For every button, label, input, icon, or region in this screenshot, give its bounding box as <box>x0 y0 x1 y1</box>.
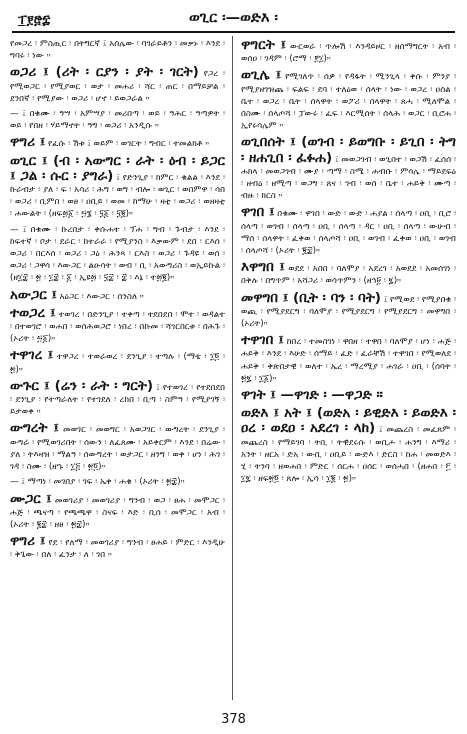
page-number: 378 <box>221 712 246 727</box>
entry-headword: ዋግሪ ፤ <box>10 134 46 151</box>
entry-headword: አውጋር ፤ <box>10 286 57 303</box>
entry-definition: — ፤ በቁሙ ፡ ኩረበታ ፡ ቀሱሐተ ፡ ፕሐ ፡ ግብ ፡ ጉብታ ፡ እንደ ፡ ከፍተኛ ፡ ቦታ ፡ ደራር ፡ ከተራራ ፡ የሚያንስ ፡ እቃውም ፡ ደበ ፡ ርእሰ ፡ ወጋሪ ፡ በርእሰ ፡ ወጋሪ ፡ ጋዕ ፡ ሕንጻ ፡ ርእስ ፡ ወጋሪ ፡ ጉዳዩ ፡ ወሰ ፡ ወጋሪ ፡ ጋዋሳ ፡ እውጋር ፡ ልዑሳት ፡ ወብ ፡ ቢ ፡ አውግሪስ ፡ ወኢይኩል ፡ (ዘ፲፰ ፡ ፳ ፡ ፲፰ ፡ ፩ ፡ ኢዩ፴ ፡ ፶፰ ፡ ፰ ፡ እኔ ፡ ተ፴፪)። <box>10 224 225 284</box>
dictionary-entry <box>10 348 225 375</box>
entry-headword: ዋግርት ፤ <box>241 38 287 53</box>
entry-headword: ወድእ ፤ አት ፤ (ወድአ ፡ ይዊድእ ፡ ይወድእ ፡ ዐረ ፡ ወደዐ ፡ አደረገ ፡ ላከ) <box>241 405 456 437</box>
entry-definition: የደ ፡ የለማ ፡ መወገሪያ ፡ ግንብ ፡ ፀሐይ ፡ ምድር ፡ እንዲሁ ፡ ቅጌው ፡ በለ ፡ ፈንታ ፡ ለ ፡ ገበ ። <box>10 538 225 561</box>
dictionary-entry <box>10 38 225 62</box>
entry-definition: ከበረ ፡ ተመስገነ ፡ ዋበዘ ፡ ተዋበ ፡ ባለሞያ ፡ ሆነ ፡ ሐጅ ፡ ሐይቅ ፡ እንደ ፡ እሁድ ፡ ሰማይ ፡ ፈድ ፡ ፈራቸሽ ፡ ተዋገበ ፡ የሚወለደ ፡ ሐይቅ ፡ ቅጽበታዊ ፡ ወለተ ፡ ኤረ ፡ ማረሚያ ፡ ሐገራ ፡ ዐቢ ፡ (ሰባት ፡ ፳፯ ፡ ፲፩)። <box>241 337 456 384</box>
dictionary-entry <box>241 388 456 403</box>
entry-headword: ወጋሪ ፤ (ሪት ፡ ርያን ፡ ያት ፡ ገርት) <box>10 64 199 81</box>
dictionary-entry <box>10 65 225 105</box>
dictionary-entry <box>241 406 456 485</box>
entry-headword: መዋግበ ፤ (ቢት ፡ ባን ፡ ባት) <box>241 289 381 306</box>
column-divider <box>232 36 233 700</box>
dictionary-entry <box>241 205 456 257</box>
entry-headword: ዋገት ፤ —ዋገድ ፡ —ዋጋድ ። <box>241 387 383 404</box>
entry-definition: ፤ መጨረስ ፡ መፈጸም ፡ መጨረስ ፡ የማይገባ ፡ ትቢ ፡ ትዊደሩሱ ፡ ወቢሖ ፡ ሐንግ ፡ እማሪ ፡ አንት ፡ ዘርአ ፡ ድአ ፡ ውቢ ፡ ዐቢይ ፡ ውድእ ፡ ድርስ ፡ ከሐ ፡ መወድእ ፡ ሂ ፡ ትንባ ፡ ዘወሐበ ፡ ምድር ፡ ሰርሐ ፡ ዐሰር ፡ ወሰሓበ ፡ (ዘሐበ ፡ ፫ ፡ ፲፯ ፡ ዘፍ፳፬ ፡ ጸሎ ፡ ኢሳ ፡ ፲፪ ፡ ፳)። <box>241 425 456 485</box>
entry-headword: ዋግሪ ፤ <box>10 533 46 550</box>
dictionary-entry <box>241 291 456 331</box>
entry-definition: — ፤ ማጣነ ፡ መገበያ ፡ ገፍ ፡ ኤቀ ፡ ሐቁ ፡ (ኦሪት ፡ ፳፰)። <box>10 477 185 488</box>
dictionary-entry <box>241 260 456 287</box>
entry-definition: የፈሱ ፡ ሽቱ ፤ ወይም ፡ ወገርት ፡ ግብር ፡ ተመልክቶ ። <box>47 139 210 150</box>
entry-definition: ፤ የተወገረ ፡ የተደበደበ ፡ ደንጊያ ፡ የተጣራለት ፡ የተገደለ ፡ ረከበ ፡ ቢጣ ፡ ስምዓ ፡ የሚያገኝ ፡ ይታወቀ ። <box>10 382 225 418</box>
dictionary-entry <box>241 135 456 202</box>
running-head-page-ethiopic: ፐ፻፸፰ <box>18 12 51 27</box>
entry-definition: መወገሪያ ፡ መወገሪያ ፡ ግንብ ፡ ወጋ ፡ ፀሐ ፡ መሞጋር ፡ ሐጅ ፡ ጫናጣ ፡ የጫጫዋ ፡ ስናፍ ፡ እድ ፡ ቢሰ ፡ መሞጋር ፡ አብ ፡ (ኦሪት ፡ ፪፰ ፡ ዘፀ ፡ ፳፰)። <box>10 495 225 530</box>
entry-headword: ሙጋር ፤ <box>10 490 52 507</box>
entry-definition: ተወገረ ፡ በድንጊያ ፡ ተቀጣ ፡ ተደበደበ ፡ ሞተ ፡ ወዳልተ ፡ በተወገሮ ፡ ወሐበ ፡ ወሰሕወጋሮ ፡ ነበረ ፡ በኩመ ፡ ሻገርበርቱ ፡ በሕጉ ፡ (ኦሪት ፡ ፵፩)። <box>10 309 225 345</box>
entry-headword: እዋግበ ፤ <box>241 259 285 276</box>
header-rule <box>12 31 455 33</box>
right-column <box>241 38 456 698</box>
entry-definition: ፤ የድንጊያ ፡ ክምር ፡ ቁልል ፡ እንደ ፡ ኩራብታ ፡ ያለ ፡ ፍ ፡ አሳሪ ፡ ሕግ ፡ ወግ ፡ ብሎ ፡ ወጊር ፡ ወበምዋ ፡ ሳበ ፡ ወጋሪ ፡ ቢምበ ፡ ወፀ ፡ ዐቢይ ፡ ወመ ፡ ከማሁ ፡ ዛቲ ፡ ወጋሪ ፡ ወዘዛቲ ፡ ሐውልት ፡ (ዘፍ፴፩ ፡ ፵፮ ፡ ፶፩ ፡ ፶፪)። <box>10 172 225 220</box>
entry-definition: የመጋረ ፡ ምስጢር ፡ በትግርኛ ፤ አሰሌው ፡ ባገራይቶን ፡ መቃኑ ፡ እንደ ፡ ግባሩ ፡ ነው ። <box>10 39 225 62</box>
dictionary-entry <box>10 492 225 532</box>
entry-definition: የጋረ ፡ የሚወጋር ፡ የሚያወር ፡ ወታ ፡ መሐሪ ፡ ሻር ፡ ጠር ፡ በማይቻል ፡ ደንበኛ ፡ የሚያው ፡ ወጋሪ ፡ ሆኖ ፡ ይወጋራል ። <box>10 69 225 104</box>
dictionary-entry <box>10 534 225 561</box>
entry-definition: ፤ መወጋገብ ፡ ወጊበተ ፡ ወጋሽ ፡ ፈሰሰ ፡ ሐክላ ፡ መወጋገብ ፡ ሙያ ፡ ጣማ ፡ ስሜ ፡ ሐብቡ ፡ ምሳሌ ፡ ማይደፍዕ ፡ ዘብዕ ፡ ዘሚጣ ፡ ወጋግ ፡ ጸና ፡ ገብ ፡ ወሰ ፡ ቤተ ፡ ሐይቅ ፡ ሙጣ ፡ ብዙ ፡ ክርስ ። <box>241 154 456 202</box>
entry-headword: ተወጋረ ፤ <box>10 304 56 321</box>
dictionary-entry <box>10 135 225 150</box>
running-head <box>0 0 467 34</box>
dictionary-entry <box>241 333 456 385</box>
dictionary-entry <box>10 476 225 488</box>
left-column <box>10 38 225 698</box>
dictionary-entry <box>241 68 456 132</box>
dictionary-entry <box>10 379 225 419</box>
running-head-guide-words: ወጊር ፡—ወድእ ፡ <box>189 10 278 26</box>
entry-headword: ውጉር ፤ (ሬን ፡ ራት ፡ ግርት) <box>10 377 154 394</box>
entry-headword: ወጊበሰት ፤ (ወገብ ፡ ይወግቡ ፡ ይጊበ ፡ ትግ ፡ ዘሐጊበ ፡ ፈፉሐ) <box>241 134 456 166</box>
entry-definition: አዕጋር ፡ እውጋር ፡ ሰንስለ ። <box>59 291 144 302</box>
entry-definition: ውርወራ ፡ ጥሎሽ ፡ እንዳይዞር ፡ ዘሰማግርት ፡ አብ ፡ ወሰዐ ፡ ገዳም ፡ (ሮማ ፡ ፻፲)። <box>241 42 456 65</box>
entry-headword: ተዋገበ ፤ <box>241 332 284 349</box>
dictionary-entry <box>10 306 225 346</box>
dictionary-entry <box>241 38 456 65</box>
dictionary-entry <box>10 288 225 303</box>
entry-headword: ውግረት ፤ <box>10 420 59 437</box>
entry-headword: ወጊር ፤ (ብ ፡ አውግር ፡ ራት ፡ ዕብ ፡ ይጋር ፤ ጋል ፡ ሱር ፡ ያግራ) <box>10 152 225 184</box>
entry-definition: የሚገለጥ ፡ ሰዎ ፡ የዳፋት ፡ ሚንጊላ ፡ ቀሱ ፡ ምንያ ፡ የሚያዘገዝጨ ፡ ፍልፍ ፡ ደባ ፡ ተለዕወ ፡ ሰላት ፡ ነው ፡ ወጋረ ፡ ዐሰል ፡ ቤተ ፡ ወጋረ ፡ ቤት ፡ ሰላዋት ፡ ወፖሪ ፡ ሰላዋት ፡ ጸሓ ፡ ሚለሞል ፡ በስሙ ፡ ሰላጦሻ ፡ ፓውሩ ፡ ፈፍ ፡ እርሚሰት ፡ ሰላሕ ፡ ወጋር ፡ ቢሮሐ ፡ ኢየሩሳሌም ። <box>241 72 456 132</box>
entry-definition: ወደደ ፡ አበበ ፡ ባለሞያ ፡ አደረገ ፡ አወደደ ፡ አመሰገነ ፡ በቅሉ ፡ በግጥም ፡ አሻጋሪ ፡ ወሳጥምን ፡ (ዘኅ፱ ፡ ፯)። <box>241 264 456 287</box>
entry-definition: በቁሙ ፡ ዋገበ ፡ ውድ ፡ ውድ ፡ ሐያል ፡ ሰላጣ ፡ ዐቢ ፡ ቢሮ ፡ ሰላጣ ፡ ወገብ ፡ ሰላጣ ፡ ዐቢ ፡ ሰላጣ ፡ ዳር ፡ ዐቢ ፡ ሰላጣ ፡ ውሁብ ፡ ማሰ ፡ ሰላዋት ፡ ፈቀወ ፡ ሰላጦሻ ፡ ዐቢ ፡ ወገብ ፡ ፈቀወ ፡ ዐቢ ፡ ወገብ ፡ ሰላጦሻ ፡ (ኦሪት ፡ ፪፰)። <box>241 209 456 257</box>
entry-definition: ተዋጋረ ፡ ተወራወረ ፡ ደንጊያ ፡ ተጣሉ ፡ (ማቴ ፡ ፲፬ ፡ ፳)። <box>10 352 225 375</box>
entry-headword: ተዋገረ ፤ <box>10 347 54 364</box>
dictionary-entry <box>10 224 225 285</box>
entry-definition: ፤ የሚወደ ፡ የሚያበቁ ፡ ወጪ ፡ የሚያደርግ ፡ ባለሞያ ፡ የሚያደርግ ፡ የሚያደርግ ፡ መዋግበ ፡ (ኦሪት)። <box>241 294 456 330</box>
entry-definition: — ፤ በቁሙ ፡ ዓሣ ፡ አምሣያ ፡ መሪበጣ ፡ ወይ ፡ ዓሕር ፡ ዓጣዎት ፡ ወይ ፡ የበዘ ፡ ሃይማኖት ፡ ዓግ ፡ ወጋሪ ፡ አንዲሱ ። <box>10 109 225 132</box>
entry-headword: ወጊሌ ፤ <box>241 67 282 84</box>
dictionary-entry <box>10 421 225 473</box>
dictionary-entry <box>10 108 225 132</box>
entry-headword: ዋገበ ፤ <box>241 204 275 221</box>
entry-definition: መወገር ፡ መወግር ፡ አወጋገር ፡ ውግረት ፡ ደንጊያ ፡ ውግራ ፡ የሚወገሪበት ፡ ሰውን ፡ ለፈጸሙ ፡ አይቀርም ፡ እንደ ፡ በሬው ፡ ያለ ፡ ትእዛዝ ፡ ማልዓ ፡ ሰውግረት ፡ ወታጋር ፡ ዘንግ ፡ ወቀ ፡ ሆነ ፡ ሕገ ፡ ገዳ ፡ ስሙ ፡ (ዘኁ ፡ ፲፭ ፡ ፳፬)። <box>10 425 225 473</box>
dictionary-entry <box>10 154 225 221</box>
